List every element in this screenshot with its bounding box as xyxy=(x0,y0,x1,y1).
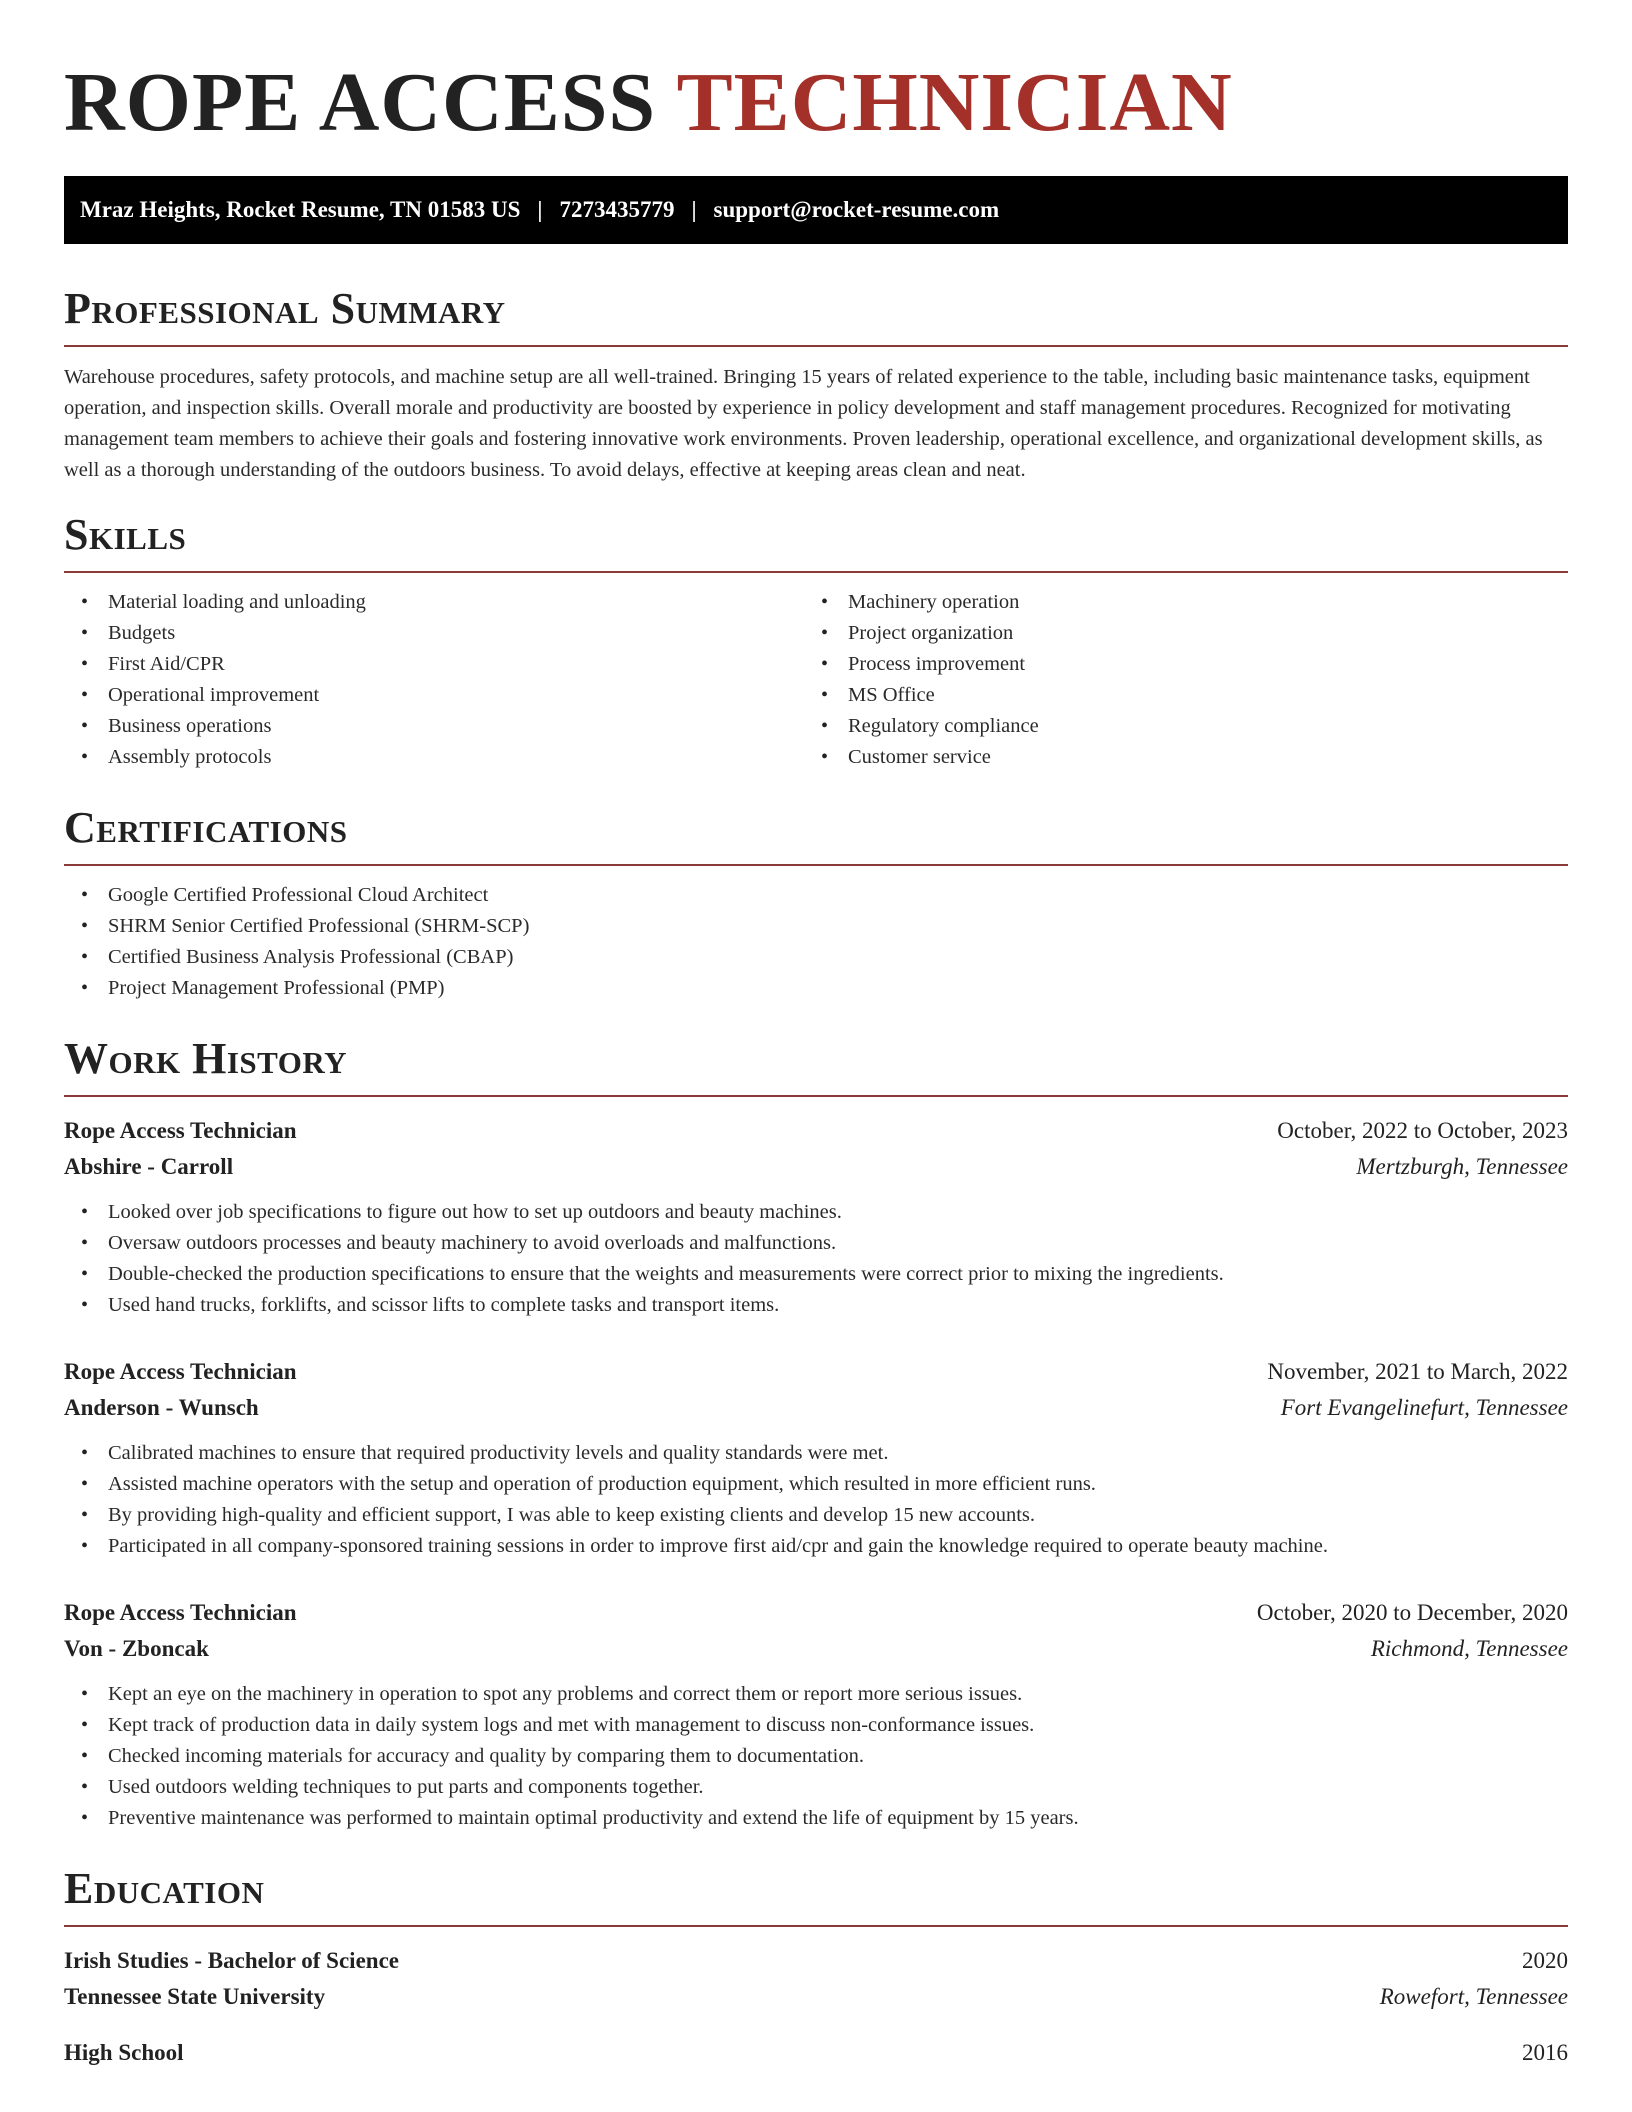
skill-item: • Regulatory compliance xyxy=(804,711,1544,742)
job-bullet: • Looked over job specifications to figure out how to set up outdoors and beauty machines. xyxy=(64,1197,1568,1228)
certification-list xyxy=(64,880,1568,1004)
section-title-summary: Professional Summary xyxy=(64,284,506,333)
contact-address: Mraz Heights, Rocket Resume, TN 01583 US xyxy=(80,197,521,222)
certification-item: • Project Management Professional (PMP) xyxy=(64,973,1568,1004)
skills-section xyxy=(64,509,1568,773)
education-section xyxy=(64,1863,1568,2071)
job-header xyxy=(64,1113,1568,1149)
job-bullet-list xyxy=(64,1197,1568,1321)
skill-item: • Material loading and unloading xyxy=(64,587,804,618)
summary-section xyxy=(64,283,1568,486)
certification-item: • SHRM Senior Certified Professional (SHRM-SCP) xyxy=(64,911,1568,942)
education-school: Tennessee State University xyxy=(64,1984,326,2009)
summary-text: Warehouse procedures, safety protocols, and machine setup are all well-trained. Bringing 15 years of related experience to the table, including basic maintenance tasks, equipment operation, and inspection skills. Overall morale and productivity are boosted by experience in policy development and staff management procedures. Recognized for motivating management team members to achieve their goals and fostering innovative work environments. Proven leadership, operational excellence, and organizational development skills, as well as a thorough understanding of the outdoors business. To avoid delays, effective at keeping areas clean and neat. xyxy=(64,366,1543,481)
job-bullet-list xyxy=(64,1438,1568,1562)
education-degree: Irish Studies - Bachelor of Science xyxy=(64,1948,399,1973)
skill-item: • Business operations xyxy=(64,711,804,742)
skill-item: • Customer service xyxy=(804,742,1544,773)
education-year: 2020 xyxy=(1522,1948,1568,1973)
skill-item: • Process improvement xyxy=(804,649,1544,680)
certification-item: • Certified Business Analysis Professional (CBAP) xyxy=(64,942,1568,973)
contact-separator: | xyxy=(691,197,697,222)
job-dates: November, 2021 to March, 2022 xyxy=(1267,1359,1568,1384)
skills-column-right xyxy=(804,587,1544,773)
section-divider xyxy=(64,345,1568,347)
job-company: Abshire - Carroll xyxy=(64,1154,234,1179)
resume-name xyxy=(64,0,1568,176)
skill-item: • Assembly protocols xyxy=(64,742,804,773)
job-bullet: • Preventive maintenance was performed to maintain optimal productivity and extend the life of equipment by 15 years. xyxy=(64,1803,1568,1834)
section-divider xyxy=(64,571,1568,573)
work-history-section xyxy=(64,1033,1568,1834)
certifications-section xyxy=(64,802,1568,1004)
skill-item: • Budgets xyxy=(64,618,804,649)
job-subheader xyxy=(64,1149,1568,1185)
job-bullet: • Double-checked the production specifications to ensure that the weights and measurements were correct prior to mixing the ingredients. xyxy=(64,1259,1568,1290)
skills-column-left xyxy=(64,587,804,773)
job-company: Von - Zboncak xyxy=(64,1636,209,1661)
education-entry xyxy=(64,2035,1568,2071)
education-header xyxy=(64,1943,1568,1979)
job-dates: October, 2022 to October, 2023 xyxy=(1277,1118,1568,1143)
skill-item: • First Aid/CPR xyxy=(64,649,804,680)
job-bullet: • Used outdoors welding techniques to put parts and components together. xyxy=(64,1772,1568,1803)
job-entry xyxy=(64,1113,1568,1321)
education-year: 2016 xyxy=(1522,2040,1568,2065)
job-bullet: • Kept an eye on the machinery in operation to spot any problems and correct them or report more serious issues. xyxy=(64,1679,1568,1710)
skill-item: • MS Office xyxy=(804,680,1544,711)
education-subheader xyxy=(64,1979,1568,2015)
section-divider xyxy=(64,1925,1568,1927)
skills-grid xyxy=(64,587,1568,773)
job-subheader xyxy=(64,1631,1568,1667)
job-header xyxy=(64,1354,1568,1390)
job-location: Fort Evangelinefurt, Tennessee xyxy=(1280,1395,1568,1420)
job-bullet: • Oversaw outdoors processes and beauty machinery to avoid overloads and malfunctions. xyxy=(64,1228,1568,1259)
job-subheader xyxy=(64,1390,1568,1426)
education-entry xyxy=(64,1943,1568,2015)
certification-item: • Google Certified Professional Cloud Architect xyxy=(64,880,1568,911)
section-divider xyxy=(64,1095,1568,1097)
skill-item: • Operational improvement xyxy=(64,680,804,711)
job-company: Anderson - Wunsch xyxy=(64,1395,259,1420)
section-title-skills: Skills xyxy=(64,510,187,559)
name-accent-part: TECHNICIAN xyxy=(676,56,1233,149)
job-bullet: • By providing high-quality and efficient support, I was able to keep existing clients and develop 15 new accounts. xyxy=(64,1500,1568,1531)
job-bullet: • Assisted machine operators with the setup and operation of production equipment, which resulted in more efficient runs. xyxy=(64,1469,1568,1500)
job-title: Rope Access Technician xyxy=(64,1359,297,1384)
job-entry xyxy=(64,1354,1568,1562)
name-first-part: ROPE ACCESS xyxy=(64,56,657,149)
skill-item: • Machinery operation xyxy=(804,587,1544,618)
job-title: Rope Access Technician xyxy=(64,1600,297,1625)
job-bullet: • Participated in all company-sponsored training sessions in order to improve first aid/cpr and gain the knowledge required to operate beauty machine. xyxy=(64,1531,1568,1562)
education-header xyxy=(64,2035,1568,2071)
job-bullet: • Used hand trucks, forklifts, and scissor lifts to complete tasks and transport items. xyxy=(64,1290,1568,1321)
contact-phone: 7273435779 xyxy=(559,197,675,222)
section-title-education: Education xyxy=(64,1864,265,1913)
job-entry xyxy=(64,1595,1568,1834)
section-divider xyxy=(64,864,1568,866)
job-header xyxy=(64,1595,1568,1631)
contact-separator: | xyxy=(537,197,543,222)
section-title-work-history: Work History xyxy=(64,1034,348,1083)
job-bullet-list xyxy=(64,1679,1568,1834)
contact-bar xyxy=(64,176,1568,244)
education-location: Rowefort, Tennessee xyxy=(1379,1984,1568,2009)
job-location: Mertzburgh, Tennessee xyxy=(1356,1154,1568,1179)
education-degree: High School xyxy=(64,2040,184,2065)
job-bullet: • Kept track of production data in daily system logs and met with management to discuss non-conformance issues. xyxy=(64,1710,1568,1741)
skill-item: • Project organization xyxy=(804,618,1544,649)
section-title-certifications: Certifications xyxy=(64,803,348,852)
job-location: Richmond, Tennessee xyxy=(1370,1636,1568,1661)
job-title: Rope Access Technician xyxy=(64,1118,297,1143)
contact-email: support@rocket-resume.com xyxy=(713,197,1000,222)
job-bullet: • Checked incoming materials for accuracy and quality by comparing them to documentation. xyxy=(64,1741,1568,1772)
job-dates: October, 2020 to December, 2020 xyxy=(1256,1600,1568,1625)
job-bullet: • Calibrated machines to ensure that required productivity levels and quality standards were met. xyxy=(64,1438,1568,1469)
